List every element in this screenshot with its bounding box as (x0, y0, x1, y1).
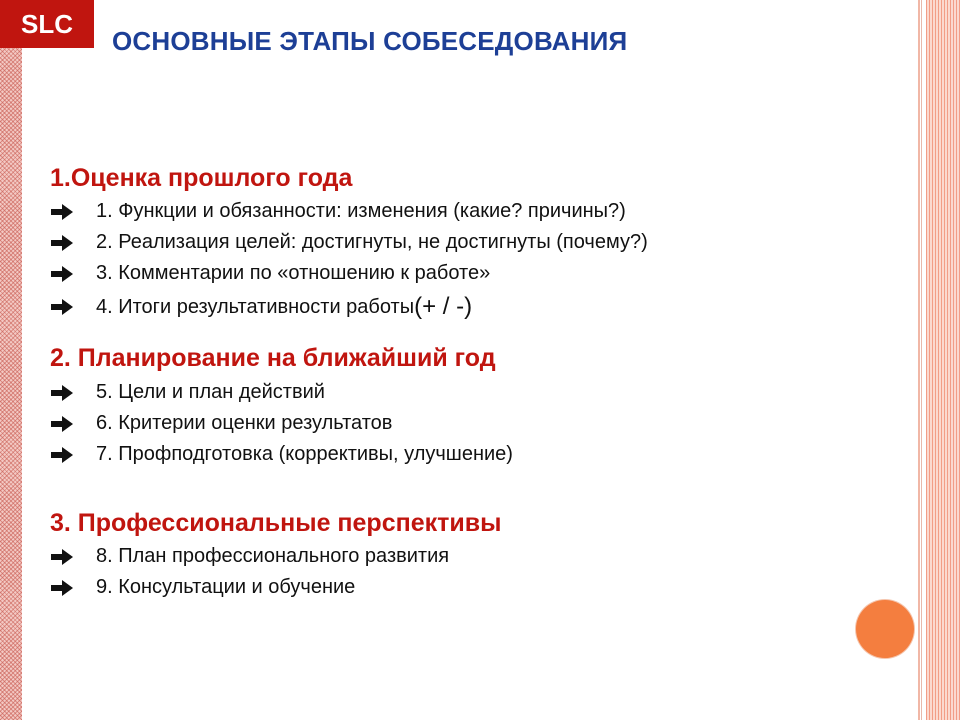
right-decorative-line (918, 0, 920, 720)
list-item: 7. Профподготовка (коррективы, улучшение) (50, 439, 513, 470)
list-item: 9. Консультации и обучение (50, 572, 501, 603)
arrow-right-icon (50, 203, 74, 221)
section-prospects (50, 508, 501, 603)
section-planning (50, 343, 513, 470)
arrow-right-icon (50, 298, 74, 316)
arrow-right-icon (50, 415, 74, 433)
list-item: 4. Итоги результативности работы (+ / -) (50, 289, 648, 325)
list-item: 1. Функции и обязанности: изменения (какие? причины?) (50, 196, 648, 227)
orange-accent-circle (856, 600, 914, 658)
arrow-right-icon (50, 446, 74, 464)
list-item: 3. Комментарии по «отношению к работе» (50, 258, 648, 289)
list-item: 6. Критерии оценки результатов (50, 408, 513, 439)
list-item: 8. План профессионального развития (50, 541, 501, 572)
arrow-right-icon (50, 234, 74, 252)
list-item: 2. Реализация целей: достигнуты, не достигнуты (почему?) (50, 227, 648, 258)
slc-logo: SLC (0, 0, 94, 48)
arrow-right-icon (50, 265, 74, 283)
arrow-right-icon (50, 384, 74, 402)
arrow-right-icon (50, 548, 74, 566)
slide-title: ОСНОВНЫЕ ЭТАПЫ СОБЕСЕДОВАНИЯ (112, 26, 628, 56)
arrow-right-icon (50, 579, 74, 597)
left-decorative-strip (0, 0, 22, 720)
section-heading: 2. Планирование на ближайший год (50, 344, 496, 372)
right-decorative-panel (926, 0, 960, 720)
section-past-year (50, 163, 648, 325)
list-item: 5. Цели и план действий (50, 377, 513, 408)
section-heading: 3. Профессиональные перспективы (50, 509, 502, 537)
section-heading: 1.Оценка прошлого года (50, 164, 353, 192)
